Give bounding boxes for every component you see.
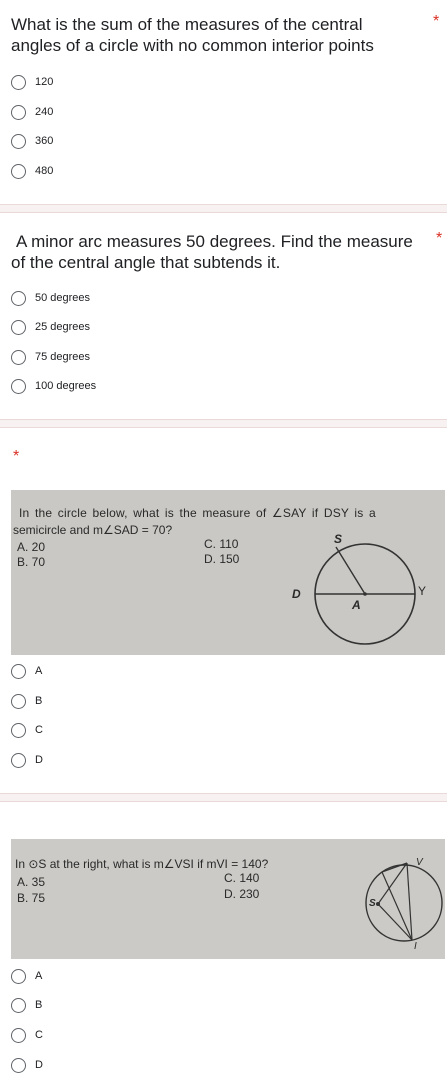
question-3-image-line1: In the circle below, what is the measure of ∠SAY if DSY is a <box>19 506 376 520</box>
circle-diagram-sad <box>11 490 445 655</box>
radio-button[interactable] <box>11 350 26 365</box>
question-1-title-line2: angles of a circle with no common interior points <box>11 36 374 55</box>
question-3-option-a[interactable] <box>11 661 42 681</box>
question-2-required-star: * <box>436 230 443 247</box>
question-1-option-1[interactable] <box>11 72 53 92</box>
option-label: A <box>35 665 43 677</box>
point-label-d: D <box>292 587 301 601</box>
question-2-title <box>11 231 413 273</box>
point-label-s: S <box>334 532 343 546</box>
question-divider <box>0 419 447 428</box>
question-1-option-4[interactable] <box>11 161 53 181</box>
option-label: 50 degrees <box>35 292 91 304</box>
option-label: B <box>35 999 43 1011</box>
question-4-option-a[interactable] <box>11 966 42 986</box>
question-4-choice-b: B. 75 <box>17 891 46 905</box>
question-2-title-line2: of the central angle that subtends it. <box>11 253 281 272</box>
option-label: 25 degrees <box>35 321 91 333</box>
option-label: B <box>35 695 43 707</box>
question-3-option-d[interactable] <box>11 750 43 770</box>
question-3-choice-b: B. 70 <box>17 555 46 569</box>
question-4-choice-d: D. 230 <box>224 887 260 901</box>
question-divider <box>0 204 447 213</box>
question-1-title-line1: What is the sum of the measures of the central <box>11 15 363 34</box>
option-label: 480 <box>35 165 54 177</box>
question-1-required-star: * <box>433 13 440 30</box>
question-3-choice-c: C. 110 <box>204 537 239 551</box>
question-4-choice-c: C. 140 <box>224 871 260 885</box>
radio-button[interactable] <box>11 753 26 768</box>
point-label-a: A <box>352 598 361 612</box>
radio-button[interactable] <box>11 379 26 394</box>
question-3-image-line2: semicircle and m∠SAD = 70? <box>13 523 173 537</box>
question-1-option-3[interactable] <box>11 131 53 151</box>
question-3-image <box>11 490 445 655</box>
question-1-option-2[interactable] <box>11 102 53 122</box>
radio-button[interactable] <box>11 1028 26 1043</box>
question-2-option-2[interactable] <box>11 317 90 337</box>
question-4-option-d[interactable] <box>11 1055 43 1075</box>
question-2-option-1[interactable] <box>11 288 90 308</box>
question-divider <box>0 793 447 802</box>
option-label: 120 <box>35 76 54 88</box>
question-2-option-3[interactable] <box>11 347 90 367</box>
question-4-choice-a: A. 35 <box>17 875 46 889</box>
option-label: D <box>35 754 43 766</box>
question-4-image-line1: In ⊙S at the right, what is m∠VSI if mVI = 140? <box>15 857 269 871</box>
option-label: C <box>35 1029 43 1041</box>
question-4-option-c[interactable] <box>11 1025 43 1045</box>
question-4-image <box>11 839 445 959</box>
radio-button[interactable] <box>11 694 26 709</box>
point-label-i: I <box>414 941 417 952</box>
radio-button[interactable] <box>11 75 26 90</box>
option-label: C <box>35 724 43 736</box>
radio-button[interactable] <box>11 723 26 738</box>
point-label-y: Y <box>418 584 427 598</box>
circle-diagram-vsi <box>11 839 445 959</box>
radio-button[interactable] <box>11 105 26 120</box>
option-label: D <box>35 1059 43 1071</box>
question-4-option-b[interactable] <box>11 995 42 1015</box>
radio-button[interactable] <box>11 291 26 306</box>
radio-button[interactable] <box>11 998 26 1013</box>
question-3-required-star: * <box>13 448 20 465</box>
point-label-v: V <box>416 857 423 868</box>
option-label: 360 <box>35 135 54 147</box>
radio-button[interactable] <box>11 969 26 984</box>
option-label: 75 degrees <box>35 351 91 363</box>
option-label: 100 degrees <box>35 380 97 392</box>
point-label-s: S <box>369 898 376 909</box>
radio-button[interactable] <box>11 664 26 679</box>
radio-button[interactable] <box>11 1058 26 1073</box>
question-1-title <box>11 14 374 56</box>
radio-button[interactable] <box>11 134 26 149</box>
question-3-choice-d: D. 150 <box>204 552 240 566</box>
option-label: 240 <box>35 106 54 118</box>
question-2-title-line1: A minor arc measures 50 degrees. Find the measure <box>16 232 413 251</box>
radio-button[interactable] <box>11 164 26 179</box>
question-2-option-4[interactable] <box>11 376 96 396</box>
question-3-option-b[interactable] <box>11 691 42 711</box>
option-label: A <box>35 970 43 982</box>
radio-button[interactable] <box>11 320 26 335</box>
question-3-choice-a: A. 20 <box>17 540 46 554</box>
question-3-option-c[interactable] <box>11 720 43 740</box>
